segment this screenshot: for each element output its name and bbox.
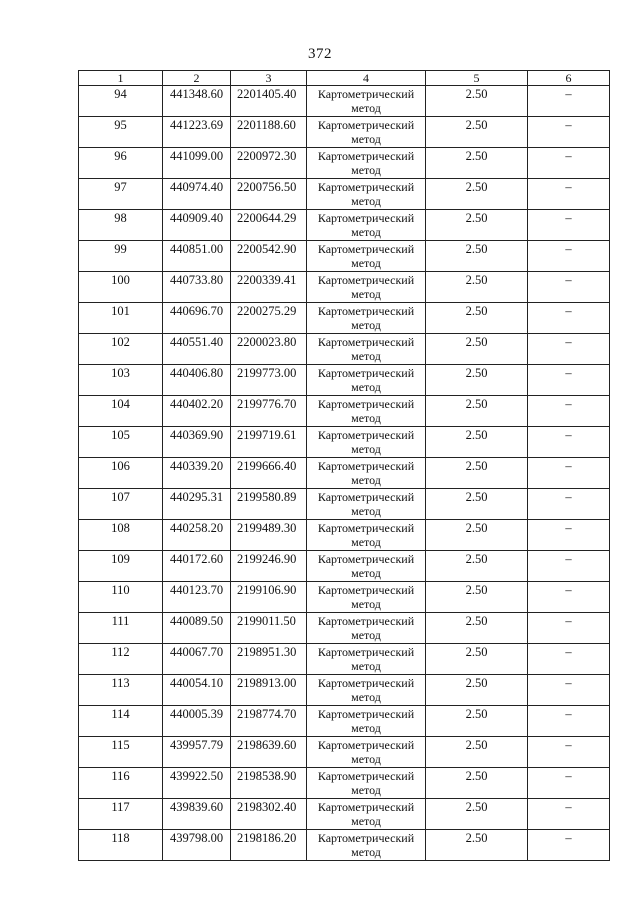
point-number-cell: 94 xyxy=(79,86,163,117)
y-coordinate-cell: 2200275.29 xyxy=(231,303,307,334)
note-cell: – xyxy=(528,272,610,303)
precision-cell: 2.50 xyxy=(426,737,528,768)
method-line-1: Картометрический xyxy=(317,397,415,411)
method-line-2: метод xyxy=(351,783,381,797)
method-line-1: Картометрический xyxy=(317,645,415,659)
method-cell xyxy=(307,148,426,179)
x-coordinate-cell: 441223.69 xyxy=(163,117,231,148)
method-line-1: Картометрический xyxy=(317,831,415,845)
table-row xyxy=(79,582,610,613)
method-line-2: метод xyxy=(351,845,381,859)
x-coordinate-cell: 440402.20 xyxy=(163,396,231,427)
method-cell xyxy=(307,241,426,272)
method-cell xyxy=(307,272,426,303)
method-line-2: метод xyxy=(351,566,381,580)
x-coordinate-cell: 440123.70 xyxy=(163,582,231,613)
y-coordinate-cell: 2200023.80 xyxy=(231,334,307,365)
y-coordinate-cell: 2199666.40 xyxy=(231,458,307,489)
method-cell xyxy=(307,768,426,799)
x-coordinate-cell: 440551.40 xyxy=(163,334,231,365)
precision-cell: 2.50 xyxy=(426,489,528,520)
table-row xyxy=(79,117,610,148)
method-cell xyxy=(307,551,426,582)
note-cell: – xyxy=(528,675,610,706)
note-cell: – xyxy=(528,365,610,396)
table-body xyxy=(79,86,610,861)
table-row xyxy=(79,427,610,458)
point-number-cell: 101 xyxy=(79,303,163,334)
x-coordinate-cell: 440054.10 xyxy=(163,675,231,706)
method-line-2: метод xyxy=(351,349,381,363)
table-row xyxy=(79,210,610,241)
table-row xyxy=(79,272,610,303)
note-cell: – xyxy=(528,582,610,613)
method-cell xyxy=(307,86,426,117)
note-cell: – xyxy=(528,303,610,334)
y-coordinate-cell: 2198186.20 xyxy=(231,830,307,861)
x-coordinate-cell: 440339.20 xyxy=(163,458,231,489)
x-coordinate-cell: 440909.40 xyxy=(163,210,231,241)
note-cell: – xyxy=(528,520,610,551)
method-line-1: Картометрический xyxy=(317,335,415,349)
point-number-cell: 105 xyxy=(79,427,163,458)
note-cell: – xyxy=(528,179,610,210)
precision-cell: 2.50 xyxy=(426,675,528,706)
note-cell: – xyxy=(528,148,610,179)
method-line-1: Картометрический xyxy=(317,149,415,163)
method-cell xyxy=(307,737,426,768)
precision-cell: 2.50 xyxy=(426,303,528,334)
point-number-cell: 100 xyxy=(79,272,163,303)
point-number-cell: 104 xyxy=(79,396,163,427)
method-line-1: Картометрический xyxy=(317,366,415,380)
y-coordinate-cell: 2198302.40 xyxy=(231,799,307,830)
y-coordinate-cell: 2199106.90 xyxy=(231,582,307,613)
precision-cell: 2.50 xyxy=(426,458,528,489)
y-coordinate-cell: 2199011.50 xyxy=(231,613,307,644)
method-cell xyxy=(307,644,426,675)
note-cell: – xyxy=(528,396,610,427)
point-number-cell: 117 xyxy=(79,799,163,830)
x-coordinate-cell: 441099.00 xyxy=(163,148,231,179)
method-line-1: Картометрический xyxy=(317,800,415,814)
note-cell: – xyxy=(528,427,610,458)
x-coordinate-cell: 440369.90 xyxy=(163,427,231,458)
method-line-2: метод xyxy=(351,194,381,208)
y-coordinate-cell: 2201405.40 xyxy=(231,86,307,117)
table-row xyxy=(79,737,610,768)
x-coordinate-cell: 441348.60 xyxy=(163,86,231,117)
table-row xyxy=(79,551,610,582)
x-coordinate-cell: 439798.00 xyxy=(163,830,231,861)
point-number-cell: 98 xyxy=(79,210,163,241)
x-coordinate-cell: 439922.50 xyxy=(163,768,231,799)
x-coordinate-cell: 440089.50 xyxy=(163,613,231,644)
table-row xyxy=(79,179,610,210)
table-row xyxy=(79,520,610,551)
method-cell xyxy=(307,427,426,458)
precision-cell: 2.50 xyxy=(426,644,528,675)
x-coordinate-cell: 440696.70 xyxy=(163,303,231,334)
precision-cell: 2.50 xyxy=(426,768,528,799)
note-cell: – xyxy=(528,489,610,520)
note-cell: – xyxy=(528,830,610,861)
precision-cell: 2.50 xyxy=(426,334,528,365)
point-number-cell: 113 xyxy=(79,675,163,706)
point-number-cell: 99 xyxy=(79,241,163,272)
point-number-cell: 114 xyxy=(79,706,163,737)
x-coordinate-cell: 440172.60 xyxy=(163,551,231,582)
method-line-2: метод xyxy=(351,628,381,642)
method-line-2: метод xyxy=(351,411,381,425)
method-line-2: метод xyxy=(351,442,381,456)
point-number-cell: 95 xyxy=(79,117,163,148)
y-coordinate-cell: 2200644.29 xyxy=(231,210,307,241)
table-row xyxy=(79,489,610,520)
precision-cell: 2.50 xyxy=(426,148,528,179)
x-coordinate-cell: 440851.00 xyxy=(163,241,231,272)
column-header-1: 1 xyxy=(79,71,163,86)
note-cell: – xyxy=(528,458,610,489)
method-line-2: метод xyxy=(351,256,381,270)
page-number: 372 xyxy=(308,46,332,62)
method-cell xyxy=(307,706,426,737)
y-coordinate-cell: 2200756.50 xyxy=(231,179,307,210)
precision-cell: 2.50 xyxy=(426,520,528,551)
method-cell xyxy=(307,303,426,334)
method-line-2: метод xyxy=(351,659,381,673)
table-row xyxy=(79,303,610,334)
method-cell xyxy=(307,675,426,706)
point-number-cell: 106 xyxy=(79,458,163,489)
note-cell: – xyxy=(528,117,610,148)
method-cell xyxy=(307,458,426,489)
x-coordinate-cell: 440295.31 xyxy=(163,489,231,520)
table-row xyxy=(79,334,610,365)
precision-cell: 2.50 xyxy=(426,241,528,272)
y-coordinate-cell: 2199580.89 xyxy=(231,489,307,520)
method-line-1: Картометрический xyxy=(317,521,415,535)
note-cell: – xyxy=(528,210,610,241)
point-number-cell: 108 xyxy=(79,520,163,551)
method-cell xyxy=(307,365,426,396)
column-header-4: 4 xyxy=(307,71,426,86)
table-row xyxy=(79,768,610,799)
note-cell: – xyxy=(528,86,610,117)
method-line-2: метод xyxy=(351,225,381,239)
point-number-cell: 97 xyxy=(79,179,163,210)
note-cell: – xyxy=(528,334,610,365)
x-coordinate-cell: 439957.79 xyxy=(163,737,231,768)
method-line-2: метод xyxy=(351,287,381,301)
x-coordinate-cell: 439839.60 xyxy=(163,799,231,830)
precision-cell: 2.50 xyxy=(426,210,528,241)
method-line-2: метод xyxy=(351,535,381,549)
point-number-cell: 116 xyxy=(79,768,163,799)
table-row xyxy=(79,148,610,179)
table-row xyxy=(79,365,610,396)
precision-cell: 2.50 xyxy=(426,582,528,613)
method-line-1: Картометрический xyxy=(317,769,415,783)
method-line-1: Картометрический xyxy=(317,459,415,473)
precision-cell: 2.50 xyxy=(426,86,528,117)
method-cell xyxy=(307,117,426,148)
method-line-2: метод xyxy=(351,721,381,735)
point-number-cell: 102 xyxy=(79,334,163,365)
method-cell xyxy=(307,179,426,210)
y-coordinate-cell: 2198951.30 xyxy=(231,644,307,675)
point-number-cell: 103 xyxy=(79,365,163,396)
y-coordinate-cell: 2198913.00 xyxy=(231,675,307,706)
x-coordinate-cell: 440406.80 xyxy=(163,365,231,396)
y-coordinate-cell: 2199489.30 xyxy=(231,520,307,551)
y-coordinate-cell: 2199719.61 xyxy=(231,427,307,458)
y-coordinate-cell: 2201188.60 xyxy=(231,117,307,148)
x-coordinate-cell: 440974.40 xyxy=(163,179,231,210)
method-line-1: Картометрический xyxy=(317,87,415,101)
table-row xyxy=(79,799,610,830)
table-row xyxy=(79,86,610,117)
method-line-2: метод xyxy=(351,597,381,611)
precision-cell: 2.50 xyxy=(426,799,528,830)
method-cell xyxy=(307,489,426,520)
point-number-cell: 96 xyxy=(79,148,163,179)
precision-cell: 2.50 xyxy=(426,365,528,396)
y-coordinate-cell: 2198639.60 xyxy=(231,737,307,768)
method-line-2: метод xyxy=(351,814,381,828)
method-line-1: Картометрический xyxy=(317,738,415,752)
method-line-1: Картометрический xyxy=(317,242,415,256)
header-row xyxy=(79,71,610,86)
column-header-3: 3 xyxy=(231,71,307,86)
point-number-cell: 107 xyxy=(79,489,163,520)
precision-cell: 2.50 xyxy=(426,396,528,427)
method-line-1: Картометрический xyxy=(317,707,415,721)
point-number-cell: 109 xyxy=(79,551,163,582)
method-line-2: метод xyxy=(351,752,381,766)
column-header-6: 6 xyxy=(528,71,610,86)
note-cell: – xyxy=(528,241,610,272)
method-line-2: метод xyxy=(351,318,381,332)
point-number-cell: 118 xyxy=(79,830,163,861)
method-line-2: метод xyxy=(351,380,381,394)
y-coordinate-cell: 2199776.70 xyxy=(231,396,307,427)
y-coordinate-cell: 2198538.90 xyxy=(231,768,307,799)
note-cell: – xyxy=(528,799,610,830)
point-number-cell: 111 xyxy=(79,613,163,644)
method-line-2: метод xyxy=(351,690,381,704)
note-cell: – xyxy=(528,706,610,737)
method-cell xyxy=(307,520,426,551)
method-line-1: Картометрический xyxy=(317,676,415,690)
method-line-2: метод xyxy=(351,504,381,518)
y-coordinate-cell: 2199246.90 xyxy=(231,551,307,582)
method-line-1: Картометрический xyxy=(317,583,415,597)
coordinates-table xyxy=(78,70,610,861)
precision-cell: 2.50 xyxy=(426,830,528,861)
x-coordinate-cell: 440258.20 xyxy=(163,520,231,551)
x-coordinate-cell: 440733.80 xyxy=(163,272,231,303)
table-row xyxy=(79,830,610,861)
method-cell xyxy=(307,396,426,427)
precision-cell: 2.50 xyxy=(426,272,528,303)
method-cell xyxy=(307,830,426,861)
point-number-cell: 112 xyxy=(79,644,163,675)
method-line-2: метод xyxy=(351,101,381,115)
method-line-1: Картометрический xyxy=(317,428,415,442)
method-cell xyxy=(307,582,426,613)
column-header-2: 2 xyxy=(163,71,231,86)
method-line-1: Картометрический xyxy=(317,180,415,194)
method-cell xyxy=(307,613,426,644)
method-line-1: Картометрический xyxy=(317,614,415,628)
table-row xyxy=(79,675,610,706)
method-line-1: Картометрический xyxy=(317,273,415,287)
x-coordinate-cell: 440067.70 xyxy=(163,644,231,675)
table-row xyxy=(79,706,610,737)
table-row xyxy=(79,396,610,427)
precision-cell: 2.50 xyxy=(426,117,528,148)
note-cell: – xyxy=(528,737,610,768)
table-row xyxy=(79,613,610,644)
point-number-cell: 115 xyxy=(79,737,163,768)
method-line-1: Картометрический xyxy=(317,490,415,504)
table-row xyxy=(79,241,610,272)
note-cell: – xyxy=(528,613,610,644)
method-line-1: Картометрический xyxy=(317,552,415,566)
method-line-1: Картометрический xyxy=(317,304,415,318)
y-coordinate-cell: 2198774.70 xyxy=(231,706,307,737)
method-cell xyxy=(307,799,426,830)
table-header xyxy=(79,71,610,86)
y-coordinate-cell: 2200972.30 xyxy=(231,148,307,179)
method-cell xyxy=(307,210,426,241)
table-row xyxy=(79,458,610,489)
method-cell xyxy=(307,334,426,365)
precision-cell: 2.50 xyxy=(426,706,528,737)
precision-cell: 2.50 xyxy=(426,427,528,458)
point-number-cell: 110 xyxy=(79,582,163,613)
x-coordinate-cell: 440005.39 xyxy=(163,706,231,737)
note-cell: – xyxy=(528,551,610,582)
table-row xyxy=(79,644,610,675)
method-line-1: Картометрический xyxy=(317,118,415,132)
method-line-2: метод xyxy=(351,163,381,177)
precision-cell: 2.50 xyxy=(426,179,528,210)
method-line-2: метод xyxy=(351,473,381,487)
method-line-1: Картометрический xyxy=(317,211,415,225)
precision-cell: 2.50 xyxy=(426,613,528,644)
method-line-2: метод xyxy=(351,132,381,146)
note-cell: – xyxy=(528,644,610,675)
column-header-5: 5 xyxy=(426,71,528,86)
y-coordinate-cell: 2200339.41 xyxy=(231,272,307,303)
y-coordinate-cell: 2200542.90 xyxy=(231,241,307,272)
precision-cell: 2.50 xyxy=(426,551,528,582)
note-cell: – xyxy=(528,768,610,799)
y-coordinate-cell: 2199773.00 xyxy=(231,365,307,396)
